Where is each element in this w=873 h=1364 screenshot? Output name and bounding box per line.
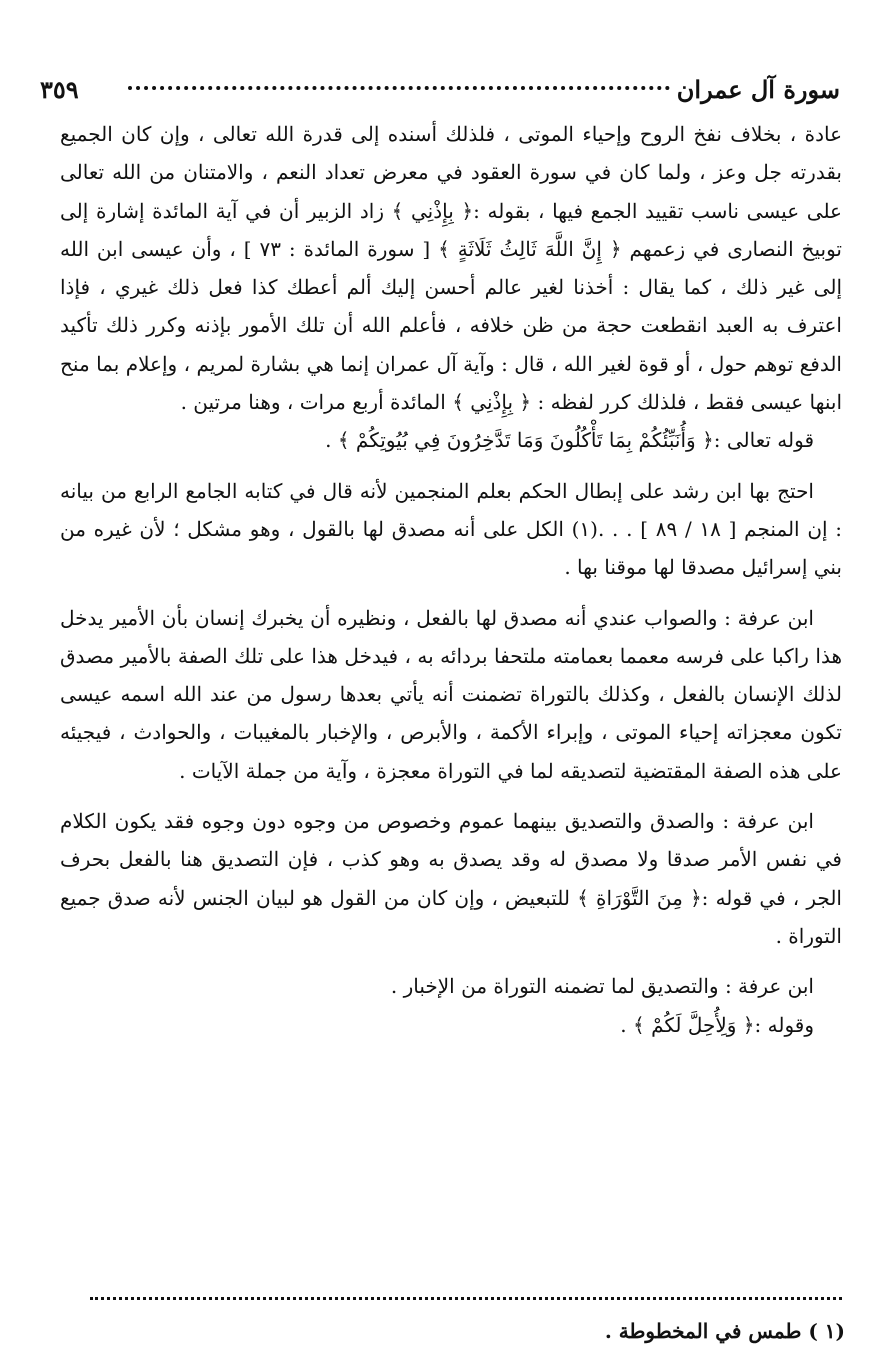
paragraph: قوله تعالى :﴿ وَأُنَبِّئُكُمْ بِمَا تَأْكُلُونَ وَمَا تَدَّخِرُونَ فِي بُيُوتِكُمْ ﴾ . — [325, 428, 814, 453]
paragraph: ابن عرفة : والصواب عندي أنه مصدق لها بالفعل ، ونظيره أن يخبرك إنسان بأن الأمير يدخل هذا راكبا على فرسه معمما بعمامته ملتحفا بردائه به ، فيدخل هذا على تلك الصفة بالأمير مصدق لذلك الإنسان بالفعل ، وكذلك بالتوراة تضمنت أنه يأتي بعدها رسول من عند الله اسمه عيسى تكون معجزاته إحياء الموتى ، وإبراء الأكمة ، والأبرص ، والإخبار بالمغيبات ، والحوادث ، فيجيئه على هذه الصفة المقتضية لتصديقه لما في التوراة معجزة ، وآية من جملة الآيات . — [60, 605, 842, 783]
footnote-separator — [90, 1297, 842, 1300]
page-body — [60, 115, 842, 1044]
running-title: سورة آل عمران — [676, 75, 840, 104]
paragraph: ابن عرفة : والتصديق لما تضمنه التوراة من الإخبار . — [390, 974, 814, 999]
paragraph: وقوله :﴿ وَلِأُحِلَّ لَكُمْ ﴾ . — [620, 1012, 814, 1037]
footnote: (١ ) طمس في المخطوطة . — [604, 1319, 845, 1343]
paragraph: احتج بها ابن رشد على إبطال الحكم بعلم المنجمين لأنه قال في كتابه الجامع الرابع من بيانه : إن المنجم [ ١٨ / ٨٩ ] . . .(١) الكل على أنه مصدق لها بالقول ، وهو مشكل ؛ لأن غيره من بني إسرائيل مصدقا لها موقنا بها . — [60, 478, 843, 580]
page-header — [40, 72, 840, 112]
page-number: ٣٥٩ — [40, 75, 79, 104]
paragraph: عادة ، بخلاف نفخ الروح وإحياء الموتى ، فلذلك أسنده إلى قدرة الله تعالى ، وإن كان الجميع بقدرته جل وعز ، ولما كان في سورة العقود في معرض تعداد النعم ، والامتنان من الله تعالى على عيسى ناسب تقييد الجمع فيها ، بقوله :﴿ بِإِذْنِي ﴾ زاد الزبير أن في آية المائدة إشارة إلى توبيخ النصارى في زعمهم ﴿ إِنَّ اللَّهَ ثَالِثُ ثَلَاثَةٍ ﴾ [ سورة المائدة : ٧٣ ] ، وأن عيسى ابن الله إلى غير ذلك ، كما يقال : أخذنا لغير عالم أحسن إليك ألم أعطك كذا فعل ذلك غيري ، فإذا اعترف به العبد انقطعت حجة من ظن خلافه ، فأعلم الله أن تلك الأمور بإذنه وكرر ذلك تأكيد الدفع توهم حول ، أو قوة لغير الله ، قال : وآية آل عمران إنما هي بشارة لمريم ، وإعلام بما منح ابنها عيسى فقط ، فلذلك كرر لفظه : ﴿ بِإِذْنِي ﴾ المائدة أربع مرات ، وهنا مرتين . — [60, 122, 843, 415]
paragraph: ابن عرفة : والصدق والتصديق بينهما عموم وخصوص من وجوه دون وجوه فقد يكون الكلام في نفس الأمر صدقا ولا مصدق له وقد يصدق به وهو كذب ، فإن التصديق هنا بالفعل بحرف الجر ، في قوله :﴿ مِنَ التَّوْرَاةِ ﴾ للتبعيض ، وإن كان من القول هو لبيان الجنس لأنه صدق جميع التوراة . — [60, 809, 842, 948]
header-dotted-leader — [128, 86, 670, 90]
